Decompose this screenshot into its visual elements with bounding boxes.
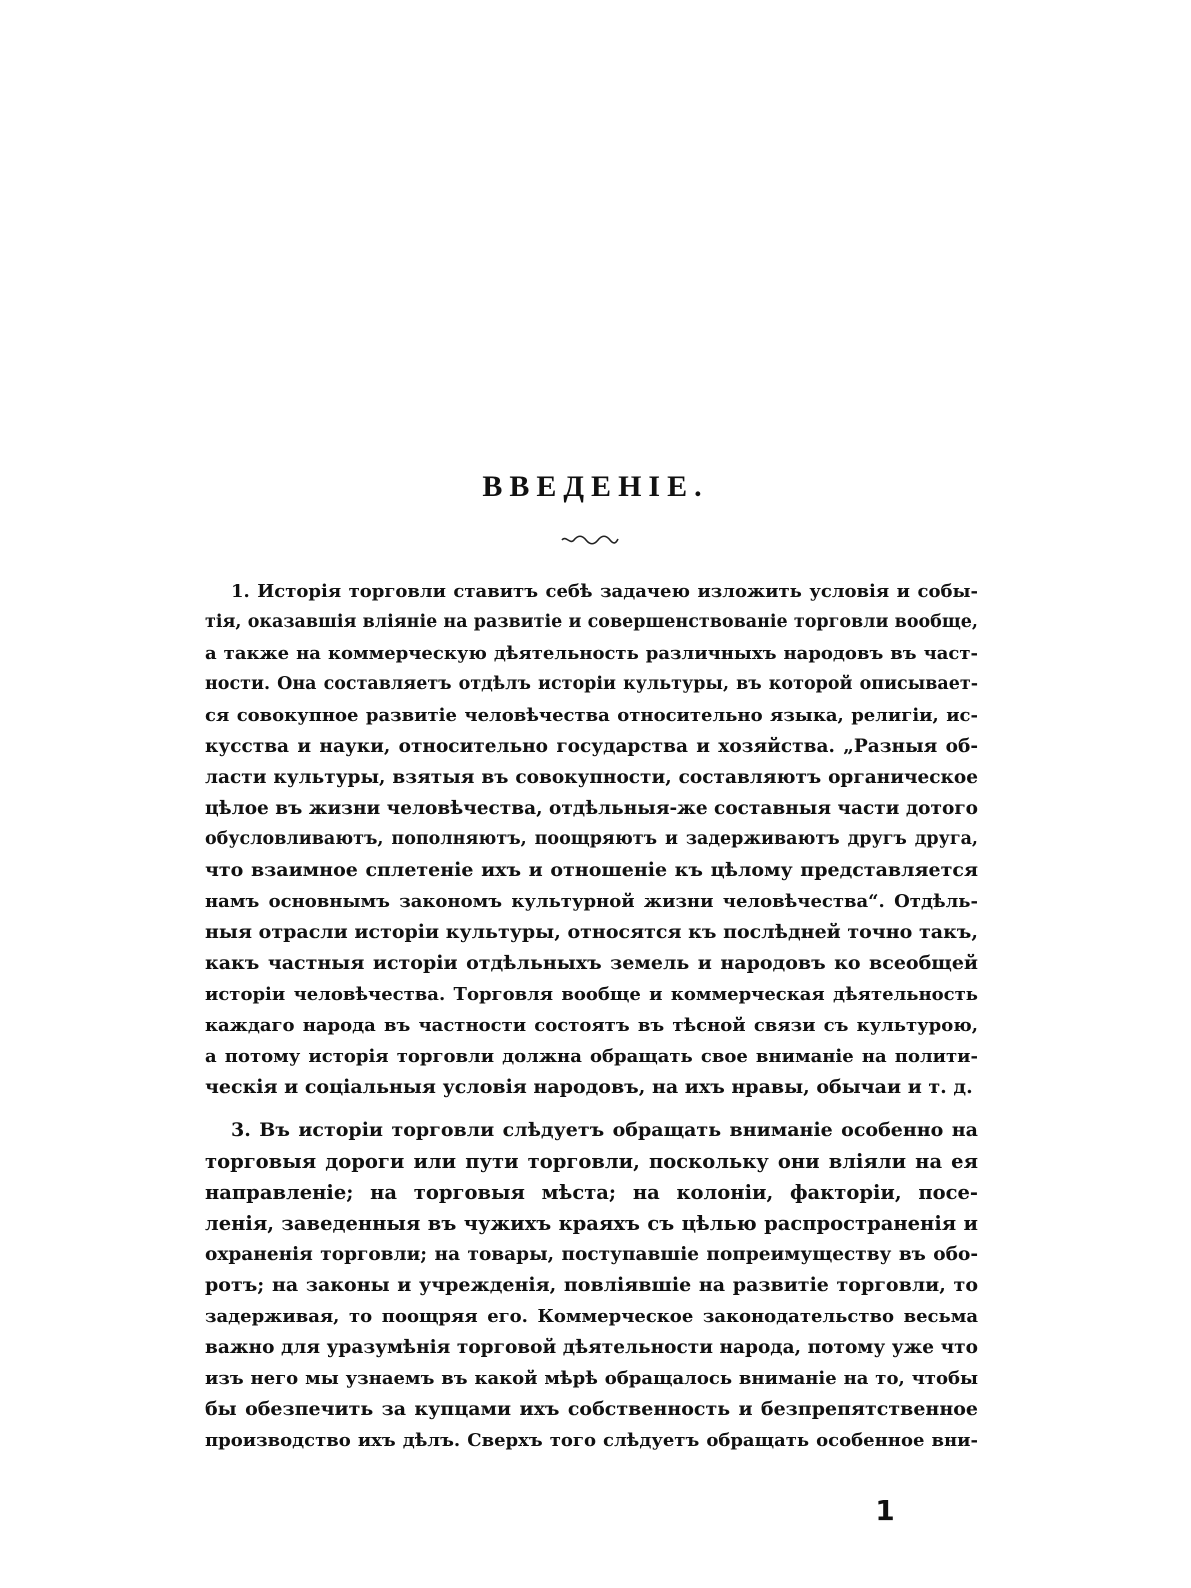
text-line: торговыя дороги или пути торговли, поскольку они вліяли на ея bbox=[205, 1150, 978, 1173]
text-line: задерживая, то поощряя его. Коммерческое законодательство весьма bbox=[205, 1306, 978, 1327]
text-line: ности. Она составляетъ отдѣлъ исторіи культуры, въ которой описывает- bbox=[205, 674, 978, 694]
text-line: намъ основнымъ закономъ культурной жизни человѣчества“. Отдѣль- bbox=[205, 891, 978, 912]
text-line: тія, оказавшія вліяніе на развитіе и совершенствованіе торговли вообще, bbox=[205, 612, 978, 632]
text-line: ротъ; на законы и учрежденія, повліявшіе на развитіе торговли, то bbox=[205, 1274, 978, 1296]
text-line: исторіи человѣчества. Торговля вообще и коммерческая дѣятельность bbox=[205, 984, 978, 1005]
text-line: 1. Исторія торговли ставитъ себѣ задачею изложить условія и собы- bbox=[231, 581, 978, 602]
text-line: 3. Въ исторіи торговли слѣдуетъ обращать вниманіе особенно на bbox=[231, 1119, 978, 1141]
text-line: производство ихъ дѣлъ. Сверхъ того слѣдуетъ обращать особенное вни- bbox=[205, 1430, 978, 1451]
text-line: ласти культуры, взятыя въ совокупности, составляютъ органическое bbox=[205, 767, 978, 788]
chapter-heading: ВВЕДЕНІЕ. bbox=[482, 470, 709, 503]
paragraph-3 bbox=[205, 1115, 978, 1456]
text-line: бы обезпечить за купцами ихъ собственность и безпрепятственное bbox=[205, 1398, 978, 1420]
text-line: ческія и соціальныя условія народовъ, на ихъ нравы, обычаи и т. д. bbox=[205, 1076, 973, 1098]
text-line: направленіе; на торговыя мѣста; на колоніи, факторіи, посе- bbox=[205, 1181, 978, 1204]
text-line: цѣлое въ жизни человѣчества, отдѣльныя-же составныя части дотого bbox=[205, 798, 978, 819]
text-line: обусловливаютъ, пополняютъ, поощряютъ и задерживаютъ другъ друга, bbox=[205, 829, 978, 849]
text-line: важно для уразумѣнія торговой дѣятельности народа, потому уже что bbox=[205, 1337, 978, 1358]
text-line: охраненія торговли; на товары, поступавшіе попреимуществу въ обо- bbox=[205, 1244, 978, 1265]
text-line: что взаимное сплетеніе ихъ и отношеніе къ цѣлому представляется bbox=[205, 859, 978, 881]
text-line: ныя отрасли исторіи культуры, относятся къ послѣдней точно такъ, bbox=[205, 921, 978, 943]
text-line: ленія, заведенныя въ чужихъ краяхъ съ цѣлью распространенія и bbox=[205, 1212, 978, 1235]
text-line: каждаго народа въ частности состоятъ въ тѣсной связи съ культурою, bbox=[205, 1015, 978, 1036]
text-line: а также на коммерческую дѣятельность различныхъ народовъ въ част- bbox=[205, 643, 978, 664]
paragraph-1 bbox=[205, 576, 978, 1103]
text-line: ся совокупное развитіе человѣчества относительно языка, религіи, ис- bbox=[205, 705, 978, 726]
page-number: 1 bbox=[875, 1494, 895, 1527]
wavy-line-ornament-icon bbox=[560, 532, 620, 548]
text-line: какъ частныя исторіи отдѣльныхъ земель и народовъ ко всеобщей bbox=[205, 952, 978, 974]
text-line: а потому исторія торговли должна обращать свое вниманіе на полити- bbox=[205, 1046, 978, 1067]
paragraph-gap bbox=[205, 1103, 978, 1115]
body-text bbox=[205, 576, 978, 1456]
text-line: изъ него мы узнаемъ въ какой мѣрѣ обращалось вниманіе на то, чтобы bbox=[205, 1368, 978, 1389]
text-line: кусства и науки, относительно государства и хозяйства. „Разныя об- bbox=[205, 736, 978, 757]
